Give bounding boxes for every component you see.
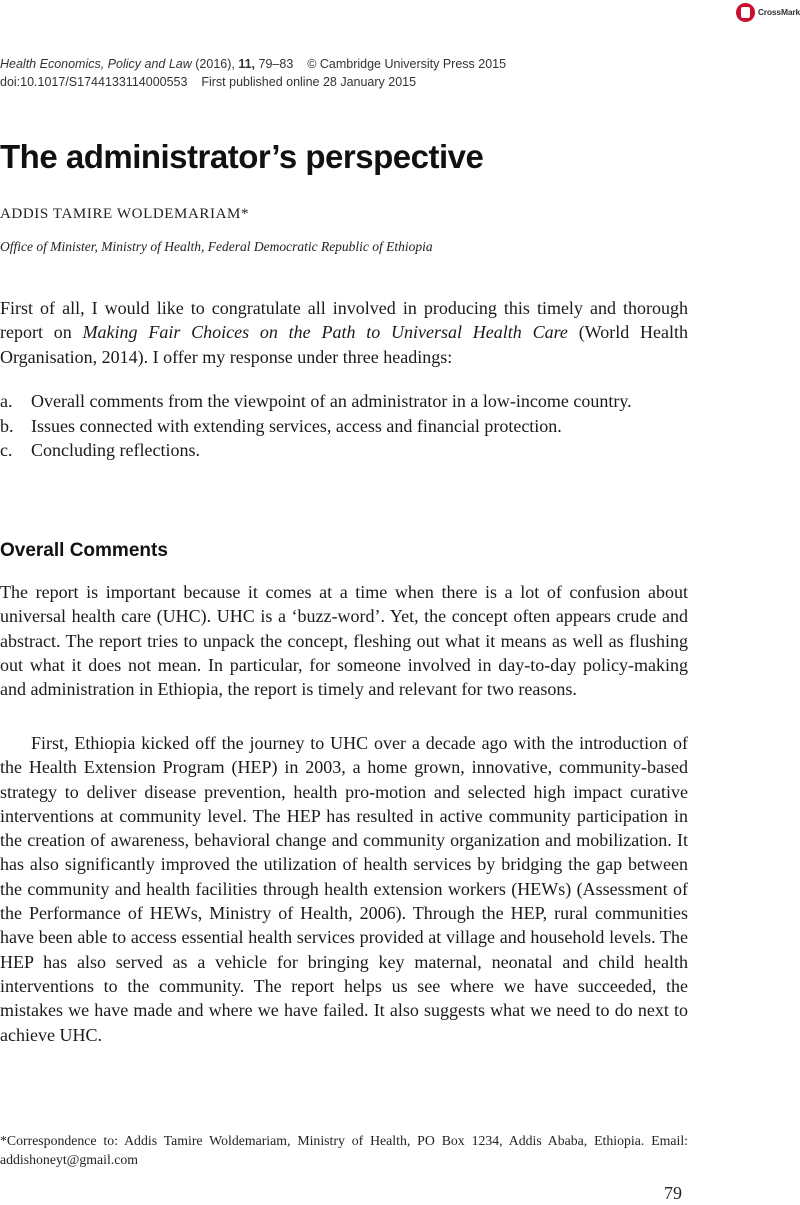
journal-pages: 79–83 (258, 57, 294, 71)
copyright-notice: © Cambridge University Press 2015 (307, 57, 507, 71)
article-title: The administrator’s perspective (0, 138, 484, 175)
doi-link[interactable]: doi:10.1017/S1744133114000553 (0, 75, 188, 89)
list-item-text: Issues connected with extending services, access and financial protection. (31, 415, 562, 436)
crossmark-badge[interactable] (736, 0, 800, 24)
list-item (0, 389, 688, 414)
doi-line (0, 75, 416, 89)
list-item-text: Concluding reflections. (31, 440, 200, 460)
intro-paragraph (0, 296, 688, 369)
journal-volume: 11, (238, 57, 256, 71)
intro-text-after: (World Health Organisation, 2014). I offer my response under three headings: (0, 322, 688, 367)
list-marker: c. (0, 440, 13, 460)
journal-citation (0, 57, 506, 71)
body-paragraph: First, Ethiopia kicked off the journey to UHC over a decade ago with the introduction of the Health Extension Program (HEP) in 2003, a home grown, innovative, community-based strategy to deliver disease prevention, health pro-motion and selected high impact curative interventions at community level. The HEP has resulted in active community participation in the creation of awareness, behavioral change and community organization and mobilization. It has also significantly improved the utilization of health services by bridging the gap between the community and health facilities through health extension workers (HEWs) (Assessment of the Performance of HEWs, Ministry of Health, 2006). Through the HEP, rural communities have been able to access essential health services provided at village and household levels. The HEP has also served as a vehicle for bringing key maternal, neonatal and child health interventions to the community. The report helps us see where we have succeeded, the mistakes we have made and where we have failed. It also suggests what we need to do next to achieve UHC. (0, 733, 688, 1045)
list-item (0, 414, 688, 439)
journal-name: Health Economics, Policy and Law (0, 57, 192, 71)
list-marker: a. (0, 391, 13, 411)
list-item (0, 438, 688, 463)
author-affiliation: Office of Minister, Ministry of Health, Federal Democratic Republic of Ethiopia (0, 239, 433, 254)
publication-date: First published online 28 January 2015 (201, 75, 417, 89)
crossmark-icon (736, 3, 755, 22)
author-name: ADDIS TAMIRE WOLDEMARIAM* (0, 206, 250, 222)
body-paragraph: The report is important because it comes at a time when there is a lot of confusion about universal health care (UHC). UHC is a ‘buzz-word’. Yet, the concept often appears crude and abstract. The report tries to unpack the concept, fleshing out what it means as well as flushing out what it does not mean. In particular, for someone involved in day-to-day policy-making and administration in Ethiopia, the report is timely and relevant for two reasons. (0, 582, 688, 700)
intro-text-before: First of all, I would like to congratulate all involved in producing this timely and thorough report on (0, 298, 688, 343)
page-number: 79 (664, 1183, 682, 1203)
list-marker: b. (0, 415, 14, 436)
headings-list (0, 389, 688, 463)
list-item-text: Overall comments from the viewpoint of an administrator in a low-income country. (31, 391, 632, 411)
section-heading: Overall Comments (0, 540, 168, 561)
correspondence-footnote: *Correspondence to: Addis Tamire Woldemariam, Ministry of Health, PO Box 1234, Addis Ababa, Ethiopia. Email: addishoneyt@gmail.com (0, 1133, 688, 1167)
journal-year: (2016), (195, 57, 235, 71)
report-title: Making Fair Choices on the Path to Universal Health Care (82, 322, 568, 343)
crossmark-label: CrossMark (757, 7, 800, 17)
